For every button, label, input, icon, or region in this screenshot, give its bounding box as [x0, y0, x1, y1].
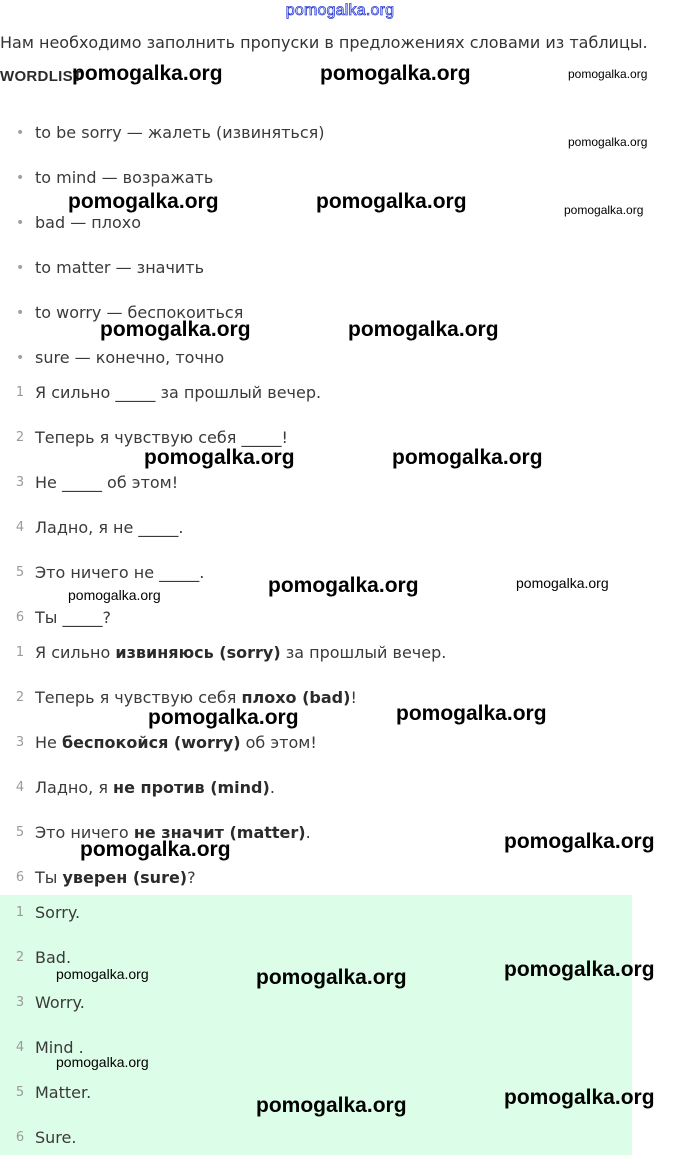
- answer-highlight: уверен (sure): [62, 868, 188, 887]
- answer-text: Bad.: [35, 948, 72, 967]
- item-number: 3: [15, 995, 25, 1010]
- watermark: pomogalka.org: [348, 318, 499, 341]
- item-number: 4: [15, 780, 25, 795]
- watermark: pomogalka.org: [568, 67, 648, 81]
- bullet-icon: •: [16, 305, 25, 321]
- item-number: 4: [15, 520, 25, 535]
- answer-highlight: извиняюсь (sorry): [115, 643, 281, 662]
- wordlist-item-text: to be sorry — жалеть (извиняться): [35, 123, 325, 142]
- watermark: pomogalka.org: [268, 574, 419, 597]
- watermark: pomogalka.org: [504, 958, 655, 981]
- watermark: pomogalka.org: [564, 203, 644, 217]
- item-number: 6: [15, 1130, 25, 1145]
- bullet-icon: •: [16, 170, 25, 186]
- watermark: pomogalka.org: [316, 190, 467, 213]
- watermark: pomogalka.org: [568, 135, 648, 149]
- watermark: pomogalka.org: [256, 966, 407, 989]
- answer-highlight: не значит (matter): [133, 823, 306, 842]
- exercise-text: Не _____ об этом!: [35, 473, 179, 492]
- bullet-icon: •: [16, 260, 25, 276]
- watermark: pomogalka.org: [100, 318, 251, 341]
- watermark: pomogalka.org: [68, 587, 161, 603]
- watermark: pomogalka.org: [396, 702, 547, 725]
- watermark: pomogalka.org: [392, 446, 543, 469]
- item-number: 3: [15, 475, 25, 490]
- exercise-text: Это ничего не _____.: [35, 563, 205, 582]
- answer-highlight: плохо (bad): [241, 688, 351, 707]
- watermark: pomogalka.org: [256, 1094, 407, 1117]
- item-number: 5: [15, 825, 25, 840]
- item-number: 3: [15, 735, 25, 750]
- answer-highlight: не против (mind): [113, 778, 270, 797]
- item-number: 2: [15, 690, 25, 705]
- watermark: pomogalka.org: [504, 1086, 655, 1109]
- watermark: pomogalka.org: [320, 62, 471, 85]
- watermark: pomogalka.org: [144, 446, 295, 469]
- item-number: 1: [15, 645, 25, 660]
- item-number: 5: [15, 1085, 25, 1100]
- bullet-icon: •: [16, 125, 25, 141]
- watermark: pomogalka.org: [148, 706, 299, 729]
- item-number: 4: [15, 1040, 25, 1055]
- wordlist-item-text: sure — конечно, точно: [35, 348, 225, 367]
- translation-text: Я сильно извиняюсь (sorry) за прошлый вечер.: [35, 643, 447, 662]
- item-number: 6: [15, 610, 25, 625]
- item-number: 2: [15, 950, 25, 965]
- task-intro: Нам необходимо заполнить пропуски в предложениях словами из таблицы.: [0, 33, 648, 52]
- translation-text: Теперь я чувствую себя плохо (bad)!: [35, 688, 357, 707]
- exercise-text: Я сильно _____ за прошлый вечер.: [35, 383, 322, 402]
- translation-text: Ладно, я не против (mind).: [35, 778, 275, 797]
- answer-text: Mind .: [35, 1038, 84, 1057]
- translation-text: Ты уверен (sure)?: [35, 868, 196, 887]
- answer-text: Matter.: [35, 1083, 92, 1102]
- watermark: pomogalka.org: [80, 838, 231, 861]
- answer-highlight: беспокойся (worry): [61, 733, 241, 752]
- item-number: 6: [15, 870, 25, 885]
- exercise-text: Ладно, я не _____.: [35, 518, 184, 537]
- wordlist-heading: WORDLIST: [0, 68, 83, 85]
- translation-text: Это ничего не значит (matter).: [35, 823, 311, 842]
- exercise-text: Теперь я чувствую себя _____!: [35, 428, 288, 447]
- watermark: pomogalka.org: [516, 575, 609, 591]
- watermark: pomogalka.org: [504, 830, 655, 853]
- bullet-icon: •: [16, 215, 25, 231]
- wordlist-item-text: to mind — возражать: [35, 168, 214, 187]
- translation-text: Не беспокойся (worry) об этом!: [35, 733, 317, 752]
- answer-text: Worry.: [35, 993, 85, 1012]
- watermark: pomogalka.org: [68, 190, 219, 213]
- site-logo[interactable]: pomogalka.org: [285, 2, 395, 19]
- bullet-icon: •: [16, 350, 25, 366]
- answer-text: Sure.: [35, 1128, 77, 1147]
- wordlist-item-text: to matter — значить: [35, 258, 205, 277]
- watermark: pomogalka.org: [56, 1054, 149, 1070]
- wordlist-item-text: to worry — беспокоиться: [35, 303, 244, 322]
- exercise-text: Ты _____?: [35, 608, 111, 627]
- item-number: 5: [15, 565, 25, 580]
- item-number: 1: [15, 385, 25, 400]
- item-number: 2: [15, 430, 25, 445]
- answer-text: Sorry.: [35, 903, 81, 922]
- item-number: 1: [15, 905, 25, 920]
- wordlist-item-text: bad — плохо: [35, 213, 142, 232]
- watermark: pomogalka.org: [56, 966, 149, 982]
- watermark: pomogalka.org: [72, 62, 223, 85]
